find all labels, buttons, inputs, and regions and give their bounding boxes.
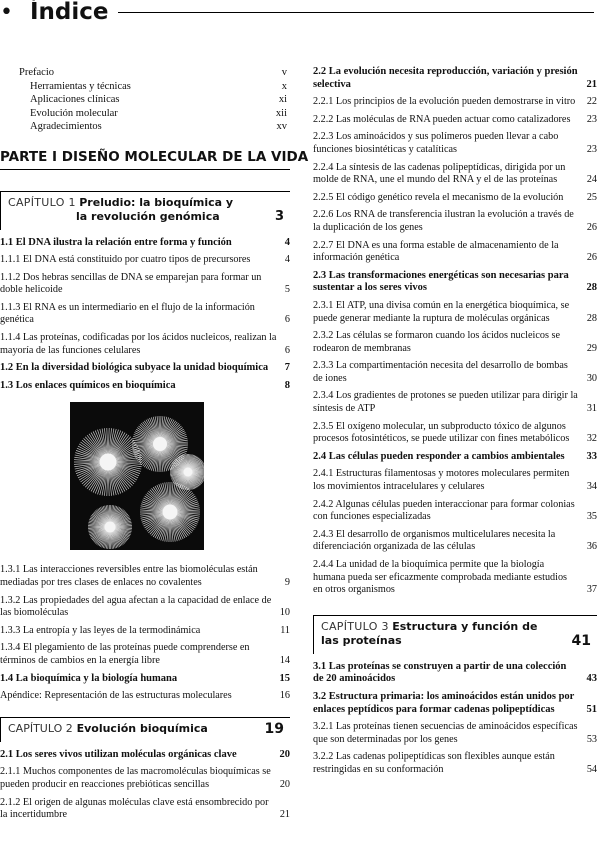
toc-section[interactable] [0, 237, 290, 250]
toc-entry-page: 43 [586, 673, 597, 685]
front-matter-page: xv [276, 121, 287, 132]
toc-entry-text: 2.3.5 El oxígeno molecular, un subproducto tóxico de algunos procesos fotosintéticos, se puede utilizar con fines metabólicos [313, 420, 570, 445]
toc-entry-text: 2.3 Las transformaciones energéticas son necesarias para sustentar a los seres vivos [313, 269, 569, 294]
chapter-3-heading[interactable] [313, 615, 597, 654]
chapter-page: 3 [274, 208, 284, 224]
toc-entry-page: 7 [284, 362, 290, 374]
toc-entry-page: 26 [586, 252, 597, 264]
toc-entry-text: 3.2 Estructura primaria: los aminoácidos están unidos por enlaces peptídicos para formar cadenas polipeptídicas [313, 690, 575, 715]
toc-entry-text: 2.4.3 El desarrollo de organismos multicelulares necesita la diferenciación organizada de las células [313, 528, 556, 553]
toc-entry-text: 2.1.1 Muchos componentes de las macromoléculas bioquímicas se pueden producir en reacciones prebióticas sencillas [0, 766, 271, 790]
toc-section[interactable] [0, 380, 290, 393]
right-column [313, 66, 597, 782]
toc-subsection[interactable] [313, 529, 597, 554]
toc-entry-page: 9 [284, 577, 290, 589]
toc-entry-page: 6 [284, 314, 290, 326]
toc-entry-text: 1.1 El DNA ilustra la relación entre forma y función [0, 236, 232, 248]
toc-entry-page: 5 [284, 284, 290, 296]
toc-entry-page: 22 [586, 96, 597, 108]
toc-entry-text: 1.3 Los enlaces químicos en bioquímica [0, 379, 176, 391]
toc-subsection[interactable] [313, 192, 597, 205]
toc-entry-text: 1.3.2 Las propiedades del agua afectan a la capacidad de enlace de las biomoléculas [0, 594, 272, 619]
toc-entry-text: 1.3.3 La entropía y las leyes de la termodinámica [0, 624, 201, 636]
toc-subsection[interactable] [313, 162, 597, 187]
toc-entry-page: 20 [279, 748, 290, 760]
toc-entry-page: 11 [280, 624, 290, 636]
toc-entry-text: 2.2.3 Los aminoácidos y sus polímeros pueden llevar a cabo funciones biosintéticas y catalíticas [313, 131, 559, 155]
front-matter-page: x [281, 80, 287, 92]
sea-urchin-photo [70, 402, 204, 550]
toc-entry-page: 25 [586, 191, 597, 203]
part-heading: PARTE I DISEÑO MOLECULAR DE LA VIDA [0, 149, 290, 170]
toc-entry-text: 2.4 Las células pueden responder a cambios ambientales [313, 450, 565, 462]
toc-entry-page: 10 [279, 607, 290, 619]
toc-subsection[interactable] [313, 209, 597, 234]
toc-entry-page: 28 [586, 282, 597, 294]
chapter-1-entries-b [0, 564, 290, 702]
chapter-1-heading[interactable] [0, 191, 290, 230]
front-matter-item[interactable] [19, 120, 287, 134]
toc-subsection[interactable] [0, 766, 290, 791]
toc-section[interactable] [0, 362, 290, 375]
toc-subsection[interactable] [0, 272, 290, 297]
toc-section[interactable] [313, 270, 597, 295]
toc-entry-text: 1.3.1 Las interacciones reversibles entre las biomoléculas están mediadas por tres clases de enlaces no covalentes [0, 564, 258, 589]
toc-entry-page: 54 [586, 763, 597, 775]
toc-entry-text: 2.1 Los seres vivos utilizan moléculas orgánicas clave [0, 748, 237, 760]
front-matter-item[interactable] [19, 107, 287, 121]
toc-entry-text: 2.4.4 La unidad de la bioquímica permite que la biología humana pueda ser eficazmente comprobada mediante estudios en otros organismos [313, 559, 568, 596]
toc-subsection[interactable] [313, 131, 597, 156]
toc-entry-page: 32 [586, 433, 597, 445]
toc-entry-page: 33 [586, 450, 597, 462]
toc-subsection[interactable] [313, 468, 597, 493]
toc-subsection[interactable] [313, 360, 597, 385]
front-matter-page: xi [278, 94, 287, 105]
toc-subsection[interactable] [0, 564, 290, 589]
toc-entry-page: 8 [284, 379, 290, 391]
toc-section[interactable] [0, 673, 290, 686]
toc-entry-page: 23 [586, 113, 597, 125]
front-matter-label: Agradecimientos [30, 121, 102, 132]
chapter-title: Evolución bioquímica [76, 721, 208, 735]
toc-entry-text: 1.1.2 Dos hebras sencillas de DNA se emparejan para formar un doble helicoide [0, 271, 262, 296]
page-title: Índice [30, 0, 109, 25]
toc-subsection[interactable] [0, 797, 290, 822]
toc-entry-text: 2.3.1 El ATP, una divisa común en la energética bioquímica, se puede generar mediante la ruptura de moléculas orgánicas [313, 299, 570, 324]
chapter-label: CAPÍTULO 2 [8, 721, 73, 735]
toc-subsection[interactable] [0, 254, 290, 267]
front-matter-item[interactable] [19, 93, 287, 107]
front-matter-item[interactable] [19, 66, 287, 80]
toc-entry-page: 53 [586, 733, 597, 745]
toc-subsection[interactable] [0, 625, 290, 638]
toc-subsection[interactable] [0, 332, 290, 357]
chapter-label: CAPÍTULO 3 [321, 619, 389, 633]
toc-entry-text: 2.2.5 El código genético revela el mecanismo de la evolución [313, 191, 564, 203]
toc-entry-text: 3.2.1 Las proteínas tienen secuencias de aminoácidos específicas que son determinadas por los genes [313, 721, 578, 745]
toc-subsection[interactable] [313, 751, 597, 776]
toc-subsection[interactable] [0, 302, 290, 327]
toc-subsection[interactable] [313, 300, 597, 325]
front-matter-label: Prefacio [19, 67, 54, 78]
toc-entry-page: 23 [586, 143, 597, 155]
toc-entry-page: 24 [586, 174, 597, 186]
toc-entry-page: 36 [586, 541, 597, 553]
toc-subsection[interactable] [313, 114, 597, 127]
toc-entry-page: 20 [279, 778, 290, 790]
front-matter-page: v [281, 67, 287, 78]
toc-entry-text: 1.1.4 Las proteínas, codificadas por los ácidos nucleicos, realizan la mayoría de las funciones celulares [0, 332, 277, 356]
header-rule [118, 12, 594, 13]
toc-entry-page: 29 [586, 342, 597, 354]
front-matter-label: Aplicaciones clínicas [30, 94, 120, 105]
front-matter-label: Herramientas y técnicas [30, 80, 131, 92]
toc-subsection[interactable] [313, 330, 597, 355]
chapter-title-line2: las proteínas [321, 633, 402, 647]
toc-entry-text: 3.2.2 Las cadenas polipeptídicas son flexibles aunque están restringidas en su conformación [313, 751, 555, 775]
front-matter-item[interactable] [19, 80, 287, 94]
toc-entry-page: 30 [586, 372, 597, 384]
toc-entry-text: 2.2.1 Los principios de la evolución pueden demostrarse in vitro [313, 96, 576, 108]
toc-entry-text: 2.2.2 Las moléculas de RNA pueden actuar como catalizadores [313, 113, 571, 125]
toc-entry-page: 26 [586, 221, 597, 233]
front-matter-list [19, 66, 287, 134]
chapter-label: CAPÍTULO 1 [8, 195, 76, 209]
toc-subsection[interactable] [313, 559, 597, 597]
toc-entry-page: 31 [586, 403, 597, 415]
chapter-2-continued-entries [313, 66, 597, 597]
toc-entry-text: 2.3.2 Las células se formaron cuando los ácidos nucleicos se rodearon de membranas [313, 330, 560, 354]
toc-entry-page: 4 [284, 236, 290, 248]
toc-entry-page: 4 [284, 254, 290, 266]
toc-entry-page: 37 [586, 584, 597, 596]
toc-subsection[interactable] [313, 499, 597, 524]
toc-subsection[interactable] [313, 240, 597, 265]
toc-section[interactable] [0, 749, 290, 762]
toc-entry-text: 2.3.3 La compartimentación necesita del desarrollo de bombas de iones [313, 360, 568, 384]
toc-subsection[interactable] [313, 96, 597, 109]
toc-subsection[interactable] [313, 390, 597, 415]
chapter-title-line1: Estructura y función de [392, 619, 538, 633]
toc-entry-text: 1.3.4 El plegamiento de las proteínas puede comprenderse en términos de cambios en la energía libre [0, 642, 250, 666]
toc-entry-page: 34 [586, 481, 597, 493]
toc-entry-text: 2.2.7 El DNA es una forma estable de almacenamiento de la información genética [313, 239, 559, 264]
toc-entry-page: 21 [586, 78, 597, 90]
front-matter-label: Evolución molecular [30, 107, 118, 119]
front-matter-page: xii [275, 107, 287, 119]
toc-entry-text: 2.4.1 Estructuras filamentosas y motores moleculares permiten los movimientos intracelulares y celulares [313, 468, 570, 493]
toc-entry-page: 6 [284, 344, 290, 356]
toc-entry-text: 1.1.1 El DNA está constituido por cuatro tipos de precursores [0, 254, 251, 266]
chapter-title-line2: la revolución genómica [76, 209, 220, 223]
toc-entry-text: 2.2 La evolución necesita reproducción, variación y presión selectiva [313, 66, 578, 90]
chapter-3-entries [313, 661, 597, 777]
toc-section[interactable] [313, 661, 597, 686]
toc-entry-text: 2.2.4 La síntesis de las cadenas polipeptídicas, dirigida por un molde de RNA, une el mundo del RNA y el de las proteínas [313, 161, 566, 186]
toc-entry-text: Apéndice: Representación de las estructuras moleculares [0, 690, 232, 702]
index-header [0, 0, 600, 30]
chapter-2-entries [0, 749, 290, 822]
toc-section[interactable] [313, 691, 597, 716]
toc-entry-text: 2.2.6 Los RNA de transferencia ilustran la evolución a través de la duplicación de los genes [313, 209, 574, 233]
chapter-2-heading[interactable] [0, 717, 290, 742]
toc-entry-text: 1.4 La bioquímica y la biología humana [0, 672, 178, 684]
chapter-title-line1: Preludio: la bioquímica y [79, 195, 234, 209]
toc-subsection[interactable] [0, 595, 290, 620]
toc-entry-text: 2.3.4 Los gradientes de protones se pueden utilizar para dirigir la síntesis de ATP [313, 390, 578, 415]
toc-section[interactable] [313, 451, 597, 464]
toc-entry-page: 14 [279, 655, 290, 666]
chapter-1-entries-a [0, 237, 290, 393]
toc-section[interactable] [313, 66, 597, 91]
toc-subsection[interactable] [313, 721, 597, 746]
bullet-icon: • [0, 0, 13, 25]
chapter-page: 41 [571, 632, 591, 649]
toc-entry-page: 35 [586, 511, 597, 523]
toc-entry-text: 3.1 Las proteínas se construyen a partir de una colección de 20 aminoácidos [313, 660, 567, 685]
toc-entry-text: 1.1.3 El RNA es un intermediario en el flujo de la información genética [0, 301, 255, 326]
toc-subsection[interactable] [0, 690, 290, 703]
toc-subsection[interactable] [0, 642, 290, 667]
toc-entry-page: 28 [586, 312, 597, 324]
left-column [0, 66, 309, 827]
toc-entry-page: 21 [279, 809, 290, 821]
toc-entry-page: 51 [586, 703, 597, 715]
toc-entry-text: 2.1.2 El origen de algunas moléculas clave está ensombrecido por la incertidumbre [0, 796, 269, 821]
toc-subsection[interactable] [313, 421, 597, 446]
toc-entry-text: 2.4.2 Algunas células pueden interaccionar para formar colonias con funciones especializadas [313, 498, 575, 523]
toc-entry-page: 15 [279, 672, 290, 684]
chapter-page: 19 [264, 720, 284, 737]
toc-entry-page: 16 [279, 690, 290, 702]
toc-entry-text: 1.2 En la diversidad biológica subyace la unidad bioquímica [0, 362, 269, 374]
